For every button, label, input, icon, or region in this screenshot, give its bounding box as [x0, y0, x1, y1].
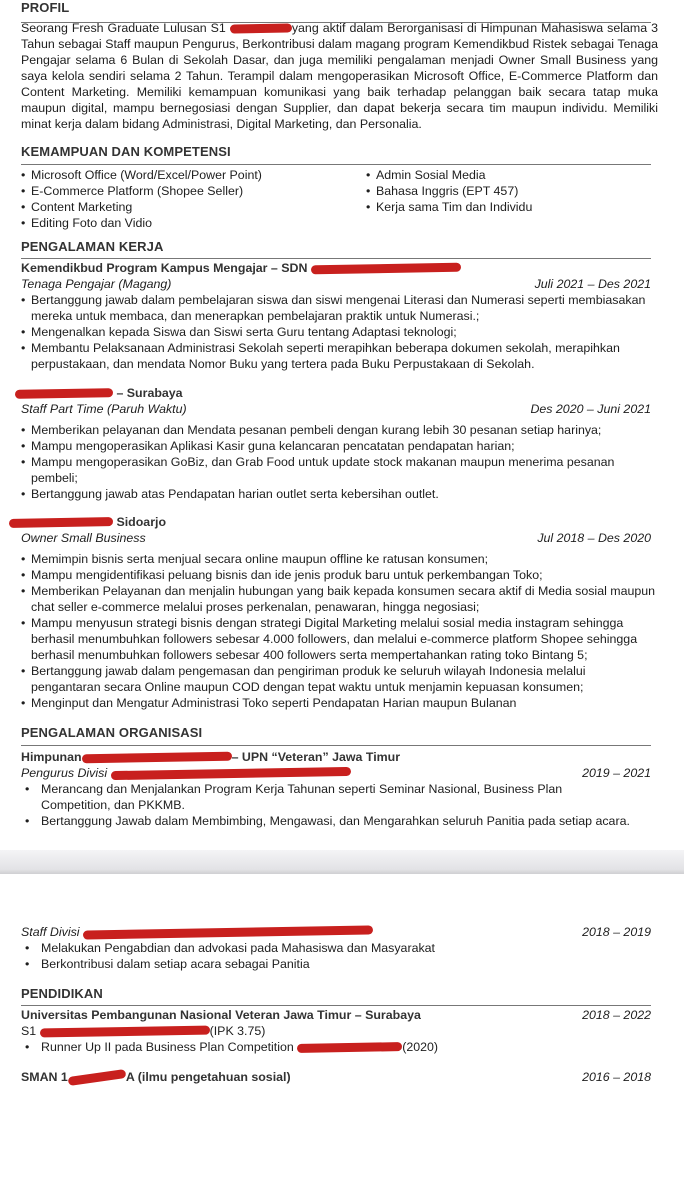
- profile-text-start: Seorang Fresh Graduate Lulusan S1: [21, 21, 226, 35]
- job-org: [21, 260, 651, 276]
- redaction-mark: [230, 24, 292, 34]
- job-bullet: • Menginput dan Mengatur Administrasi Toko seperti Pendapatan Harian maupun Bulanan: [21, 695, 657, 711]
- job-role: Staff Part Time (Paruh Waktu): [21, 402, 187, 416]
- page-break: [0, 850, 684, 874]
- education-period: 2018 – 2022: [582, 1008, 651, 1022]
- skill-item: • Bahasa Inggris (EPT 457): [366, 183, 532, 199]
- redaction-mark: [82, 752, 232, 764]
- org-name-end: – UPN “Veteran” Jawa Timur: [231, 750, 401, 764]
- school-name-start: SMAN 1: [21, 1070, 68, 1084]
- job-bullet: • Memimpin bisnis serta menjual secara online maupun offline ke ratusan konsumen;: [21, 551, 657, 567]
- redaction-mark: [15, 388, 113, 399]
- job-role: Owner Small Business: [21, 531, 146, 545]
- divider: [21, 258, 651, 259]
- org-bullet: • Berkontribusi dalam setiap acara sebagai Panitia: [21, 956, 651, 972]
- job-period: Jul 2018 – Des 2020: [537, 531, 651, 545]
- org-period: 2018 – 2019: [582, 925, 651, 939]
- job-bullet: • Memberikan Pelayanan dan menjalin hubungan yang baik kepada konsumen secara aktif di Media sosial maupun chat seller e-commerce melalui proses perkenalan, penawaran, hingga negosiasi;: [21, 583, 657, 615]
- skills-list: [21, 167, 651, 231]
- education-period: 2016 – 2018: [582, 1070, 651, 1084]
- section-heading-organization: PENGALAMAN ORGANISASI: [21, 725, 203, 740]
- achievement: [21, 1039, 651, 1055]
- job-period: Juli 2021 – Des 2021: [534, 277, 651, 291]
- org-bullets: [21, 781, 630, 829]
- divider: [21, 164, 651, 165]
- job-bullet: • Membantu Pelaksanaan Administrasi Sekolah seperti merapihkan beberapa dokumen sekolah, merapihkan perpustakaan, dan mendata Nomor Buku yang tertera pada Buku Perpustakaan di Sekolah.: [21, 340, 657, 372]
- job-period: Des 2020 – Juni 2021: [530, 402, 651, 416]
- job-bullet: • Bertanggung jawab atas Pendapatan harian outlet serta kebersihan outlet.: [21, 486, 657, 502]
- job-bullets: [21, 422, 657, 502]
- job-bullet: • Bertanggung jawab dalam pengemasan dan pengiriman produk ke seluruh wilayah Indonesia melalui pengantaran secara Online maupun COD dengan tepat waktu untuk menjamin kepuasan konsumen;: [21, 663, 657, 695]
- profile-text: [21, 20, 658, 132]
- job-bullet: • Mampu menyusun strategi bisnis dengan strategi Digital Marketing melalui sosial media instagram sehingga berhasil menumbuhkan followers sebesar 4.000 followers, dan melalui e-commerce platform Shopee sehingga berhasil menumbuhkan followers sebesar 400 followers serta mempertahankan rating toko Bintang 5;: [21, 615, 657, 663]
- skill-item: • E-Commerce Platform (Shopee Seller): [21, 183, 366, 199]
- degree: [21, 1023, 651, 1039]
- org-role: [21, 924, 373, 940]
- divider: [21, 745, 651, 746]
- skills-left: [21, 167, 366, 231]
- redaction-mark: [40, 1026, 210, 1038]
- job-bullet: • Mampu mengoperasikan GoBiz, dan Grab Food untuk update stock makanan maupun menerima pesanan pembeli;: [21, 454, 657, 486]
- degree-end: (IPK 3.75): [209, 1024, 266, 1038]
- org-name-start: Himpunan: [21, 750, 82, 764]
- job-org-text: Kemendikbud Program Kampus Mengajar – SDN: [21, 261, 308, 275]
- skills-right: [366, 167, 532, 231]
- org-bullet: • Bertanggung Jawab dalam Membimbing, Mengawasi, dan Mengarahkan seluruh Panitia pada setiap acara.: [21, 813, 681, 829]
- section-heading-profil: PROFIL: [21, 0, 70, 15]
- job-org-text: – Surabaya: [116, 386, 183, 400]
- section-heading-education: PENDIDIKAN: [21, 986, 103, 1001]
- org-entry: [21, 749, 651, 829]
- job-bullets: [21, 292, 657, 372]
- job-org-text: Sidoarjo: [116, 515, 167, 529]
- redaction-mark: [67, 1069, 126, 1086]
- job-entry: [21, 260, 651, 372]
- org-entry: [21, 924, 651, 972]
- skill-item: • Editing Foto dan Vidio: [21, 215, 366, 231]
- redaction-mark: [297, 1042, 402, 1053]
- skill-item: • Kerja sama Tim dan Individu: [366, 199, 532, 215]
- org-bullet: • Melakukan Pengabdian dan advokasi pada Mahasiswa dan Masyarakat: [21, 940, 651, 956]
- degree-start: S1: [21, 1024, 37, 1038]
- org-role: [21, 765, 351, 781]
- org-role-text: Pengurus Divisi: [21, 766, 108, 780]
- redaction-mark: [83, 926, 373, 940]
- redaction-mark: [110, 767, 350, 780]
- school-name: [21, 1069, 291, 1085]
- education-bullets: [21, 1039, 651, 1055]
- org-bullets: [21, 940, 651, 972]
- job-bullet: • Bertanggung jawab dalam pembelajaran siswa dan siswi mengenai Literasi dan Numerasi seperti membiasakan mereka untuk membaca, dan menerapkan pembelajaran praktik untuk Numerasi.;: [21, 292, 657, 324]
- job-bullet: • Memberikan pelayanan dan Mendata pesanan pembeli dengan kurang lebih 30 pesanan setiap harinya;: [21, 422, 657, 438]
- achievement-start: Runner Up II pada Business Plan Competition: [41, 1040, 294, 1054]
- org-name: [21, 749, 651, 765]
- education-entry: [21, 1069, 651, 1085]
- job-org: [21, 514, 651, 530]
- section-heading-work: PENGALAMAN KERJA: [21, 239, 164, 254]
- skill-item: • Content Marketing: [21, 199, 366, 215]
- section-heading-skills: KEMAMPUAN DAN KOMPETENSI: [21, 144, 231, 159]
- org-role-text: Staff Divisi: [21, 925, 80, 939]
- profile-text-end: yang aktif dalam Berorganisasi di Himpunan Mahasiswa selama 3 Tahun sebagai Staff maupun Pengurus, Berkontribusi dalam magang program Kemendikbud Ristek sebagai Tenaga Pengajar selama 6 Bulan di Sekolah Dasar, dan juga memiliki pengalaman menjadi Owner Small Business yang saya kelola sendiri selama 2 Tahun. Terampil dalam mengoperasikan Microsoft Office, E-Commerce Platform dan Content Marketing. Memiliki kemampuan komunikasi yang baik terhadap pelanggan baik secara tatap muka maupun digital, mampu bernegosiasi dengan Supplier, dan dapat bekerja secara tim maupun individu. Memiliki minat kerja dalam bidang Administrasi, Digital Marketing, dan Personalia.: [21, 21, 659, 131]
- job-bullet: • Mampu mengidentifikasi peluang bisnis dan ide jenis produk baru untuk perkembangan Toko;: [21, 567, 657, 583]
- achievement-end: (2020): [402, 1040, 439, 1054]
- skill-item: • Admin Sosial Media: [366, 167, 532, 183]
- university-name: Universitas Pembangunan Nasional Veteran Jawa Timur – Surabaya: [21, 1008, 421, 1022]
- divider: [21, 1005, 651, 1006]
- redaction-mark: [311, 263, 461, 275]
- job-bullets: [21, 551, 657, 711]
- org-bullet: • Merancang dan Menjalankan Program Kerja Tahunan seperti Seminar Nasional, Business Plan Competition, dan PKKMB.: [21, 781, 621, 813]
- skill-item: • Microsoft Office (Word/Excel/Power Point): [21, 167, 366, 183]
- job-org: [21, 385, 651, 401]
- school-name-end: A (ilmu pengetahuan sosial): [125, 1070, 291, 1084]
- redaction-mark: [9, 517, 113, 528]
- job-entry: [21, 514, 656, 711]
- job-bullet: • Mengenalkan kepada Siswa dan Siswi serta Guru tentang Adaptasi teknologi;: [21, 324, 657, 340]
- education-entry: [21, 1007, 651, 1055]
- job-role: Tenaga Pengajar (Magang): [21, 277, 172, 291]
- job-entry: [21, 385, 651, 502]
- org-period: 2019 – 2021: [582, 766, 651, 780]
- job-bullet: • Mampu mengoperasikan Aplikasi Kasir guna kelancaran pencatatan pendapatan harian;: [21, 438, 657, 454]
